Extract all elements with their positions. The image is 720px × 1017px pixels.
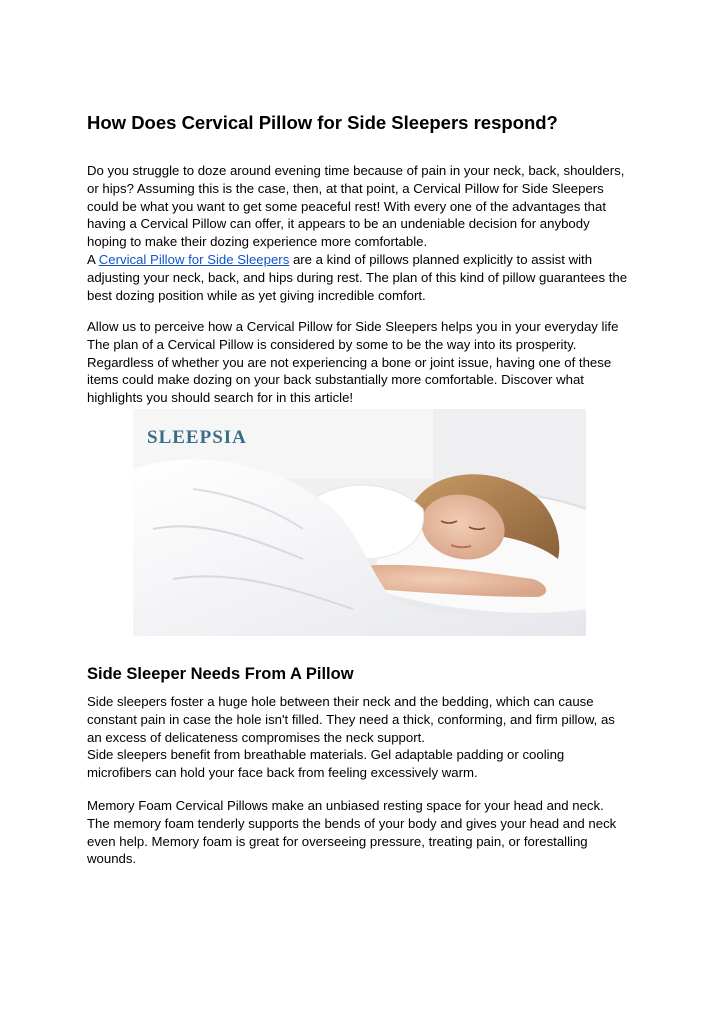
- text-line: [87, 251, 647, 269]
- text-line: Side sleepers benefit from breathable materials. Gel adaptable padding or cooling: [87, 747, 565, 763]
- text-line: adjusting your neck, back, and hips during rest. The plan of this kind of pillow guarantees the: [87, 269, 628, 285]
- section-heading: Side Sleeper Needs From A Pillow: [87, 665, 354, 683]
- text-line: even help. Memory foam is great for overseeing pressure, treating pain, or forestalling: [87, 833, 588, 849]
- text-line: constant pain in case the hole isn't filled. They need a thick, conforming, and firm pillow, as: [87, 711, 615, 727]
- text-line: Do you struggle to doze around evening time because of pain in your neck, back, shoulders,: [87, 163, 625, 178]
- text-line: Allow us to perceive how a Cervical Pillow for Side Sleepers helps you in your everyday life: [87, 319, 619, 334]
- text-line: could be what you want to get some peaceful rest! With every one of the advantages that: [87, 198, 607, 214]
- text-line: an excess of delicateness compromises the neck support.: [87, 729, 425, 745]
- text-line: The memory foam tenderly supports the bends of your body and gives your head and neck: [87, 815, 617, 831]
- text-line: best dozing position while as yet giving incredible comfort.: [87, 287, 426, 303]
- text-line: microfibers can hold your face back from feeling excessively warm.: [87, 765, 478, 781]
- text-line: Side sleepers foster a huge hole between their neck and the bedding, which can cause: [87, 694, 594, 709]
- text-line: The plan of a Cervical Pillow is considered by some to be the way into its prosperity.: [87, 336, 577, 352]
- sleepsia-logo: SLEEPSIA: [147, 427, 247, 448]
- text-line: highlights you should search for in this article!: [87, 390, 354, 406]
- text-line: wounds.: [87, 851, 137, 867]
- benefits-paragraph: [87, 318, 647, 407]
- text-line: items could make dozing on your back substantially more comfortable. Discover what: [87, 372, 584, 388]
- intro-paragraph: [87, 162, 647, 304]
- text-line: having a Cervical Pillow can offer, it appears to be an undeniable decision for anybody: [87, 216, 590, 232]
- main-heading: How Does Cervical Pillow for Side Sleepers respond?: [87, 112, 558, 133]
- memory-foam-paragraph: [87, 797, 647, 868]
- text-prefix: A: [87, 251, 99, 267]
- text-suffix: are a kind of pillows planned explicitly to assist with: [289, 251, 593, 267]
- text-line: Regardless of whether you are not experiencing a bone or joint issue, having one of these: [87, 354, 612, 370]
- needs-paragraph: [87, 693, 647, 782]
- text-line: hoping to make their dozing experience more comfortable.: [87, 234, 428, 250]
- sleeping-woman-photo: [133, 409, 586, 636]
- text-line: or hips? Assuming this is the case, then, at that point, a Cervical Pillow for Side Sleepers: [87, 180, 604, 196]
- cervical-pillow-link[interactable]: Cervical Pillow for Side Sleepers: [98, 251, 290, 267]
- text-line: Memory Foam Cervical Pillows make an unbiased resting space for your head and neck.: [87, 798, 604, 813]
